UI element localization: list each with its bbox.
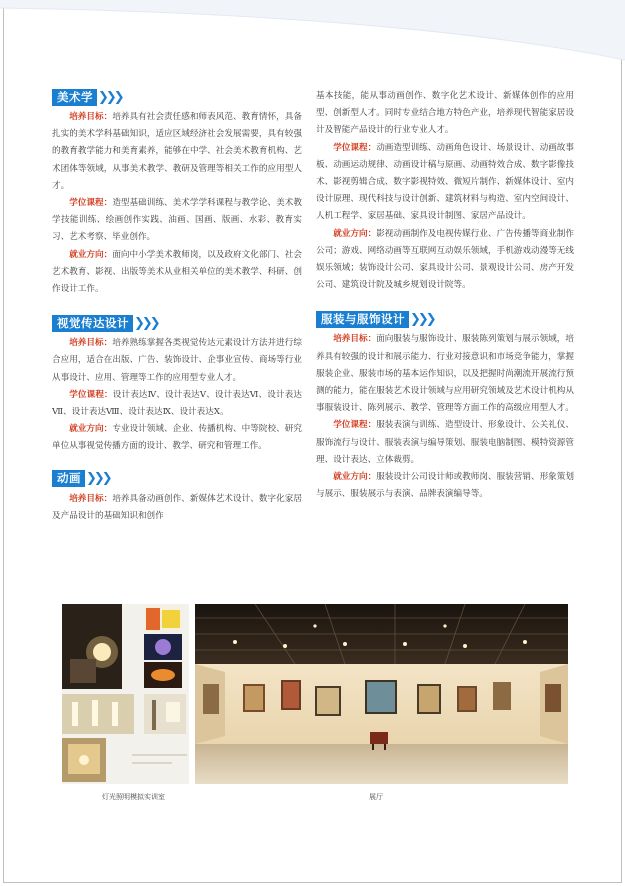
career-text: 服装设计公司设计师或教师岗、服装营销、形象策划与展示、服装展示与表演、品牌表演编导等。	[316, 472, 574, 500]
course-text: 造型基础训练、美术学学科课程与教学论、美术教学技能训练、绘画创作实践、油画、国画、版画、水彩、教育实习、艺术考察、毕业创作。	[52, 198, 302, 243]
caption-exhibition-hall: 展厅	[369, 793, 383, 801]
section-art	[52, 88, 302, 298]
career-text: 面向中小学美术教师岗，以及政府文化部门、社会艺术教育、影视、出版等美术从业相关单位的美术教学、科研、创作设计工作。	[52, 249, 302, 295]
goal-text: 培养熟练掌握各类视觉传达元素设计方法并进行综合应用，适合在出版、广告、装饰设计、企事业宣传、商场等行业从事设计、应用、管理等工作的应用型专业人才。	[52, 338, 302, 383]
photo-strip	[62, 604, 570, 804]
goal-label: 培养目标：	[333, 334, 377, 345]
goal-text-part2: 基本技能，能从事动画创作、数字化艺术设计、新媒体创作的应用型、创新型人才。同时专业结合地方特色产业，培养现代智能家居设计及智能产品设计的行业专业人才。	[316, 91, 574, 136]
section-heading-animation: 动画	[52, 470, 85, 487]
goal-text: 培养具有社会责任感和师表风范、教育情怀，具备扎实的美术学科基础知识，适应区域经济社会发展需要，具有较强的教育教学能力和美育素养，能够在中学、社会美术教育机构、艺术团体等领域，从事美术教学、教研及管理等相关工作的应用型人才。	[52, 112, 302, 191]
right-column	[316, 88, 574, 503]
career-label: 就业方向：	[69, 249, 113, 260]
course-label: 学位课程：	[333, 420, 377, 431]
top-decorative-swoosh	[0, 0, 625, 70]
chevron-arrows-icon: ❯❯❯	[98, 89, 122, 105]
goal-text-part1: 培养具备动画创作、新媒体艺术设计、数字化家居及产品设计的基础知识和创作	[52, 493, 302, 521]
section-heading-fashion: 服装与服饰设计	[316, 311, 409, 328]
course-text: 服装表演与训练、造型设计、形象设计、公关礼仪、服饰流行与设计、服装表演与编导策划、服装电脑制图、模特资源管理、设计表达、立体裁剪。	[316, 420, 574, 465]
caption-lighting-lab: 灯光照明模拟实训室	[102, 793, 165, 801]
goal-label: 培养目标：	[69, 112, 113, 122]
section-animation-continued	[316, 88, 574, 294]
exhibition-hall-photo	[195, 604, 568, 784]
section-animation	[52, 470, 302, 525]
left-column	[52, 88, 302, 525]
course-text: 设计表达Ⅳ、设计表达Ⅴ、设计表达Ⅵ、设计表达Ⅶ、设计表达Ⅷ、设计表达Ⅸ、设计表达Ⅹ。	[52, 389, 302, 418]
section-fashion	[316, 310, 574, 503]
career-label: 就业方向：	[333, 472, 377, 483]
section-heading-visual: 视觉传达设计	[52, 315, 133, 332]
goal-label: 培养目标：	[69, 338, 113, 349]
goal-text: 面向服装与服饰设计、服装陈列策划与展示领域，培养具有较强的设计和展示能力、行业对接意识和市场竞争能力，掌握服装企业、服装市场的基本运作知识，以及把握时尚潮流开展流行预测的能力，能在服装艺术设计领域与应用研究领域及艺术设计机构从事服装设计、陈列展示、教学、管理等方面工作的高级应用型人才。	[316, 334, 574, 414]
course-text: 动画造型训练、动画角色设计、场景设计、动画故事板、动画运动规律、动画设计稿与原画、动画特效合成、数字影像技术、影视剪辑合成、数字影视特效、微短片制作、新媒体设计、室内设计原理、现代科技与设计创新、建筑材料与构造、室内空间设计、人机工程学、家居基础、家具设计制图、家居产品设计。	[316, 142, 574, 222]
section-visual	[52, 314, 302, 455]
career-text: 专业设计领域、企业、传播机构、中等院校、研究单位从事视觉传播方面的设计、教学、研究和管理工作。	[52, 424, 302, 452]
career-label: 就业方向：	[333, 228, 377, 239]
career-text: 影视动画制作及电视传媒行业、广告传播等商业制作公司；游戏、网络动画等互联网互动娱乐领域，手机游戏动漫等无线娱乐领域；装饰设计公司、家具设计公司、景观设计公司、房产开发公司、建筑设计院及城乡规划设计院等。	[316, 228, 574, 291]
course-label: 学位课程：	[333, 142, 377, 153]
course-label: 学位课程：	[69, 198, 113, 209]
section-heading-art: 美术学	[52, 89, 97, 106]
chevron-arrows-icon: ❯❯❯	[86, 471, 110, 487]
course-label: 学位课程：	[69, 389, 113, 400]
lighting-lab-photo-collage	[62, 604, 189, 784]
chevron-arrows-icon: ❯❯❯	[134, 315, 158, 331]
chevron-arrows-icon: ❯❯❯	[410, 311, 434, 327]
goal-label: 培养目标：	[69, 493, 113, 504]
career-label: 就业方向：	[69, 424, 113, 435]
